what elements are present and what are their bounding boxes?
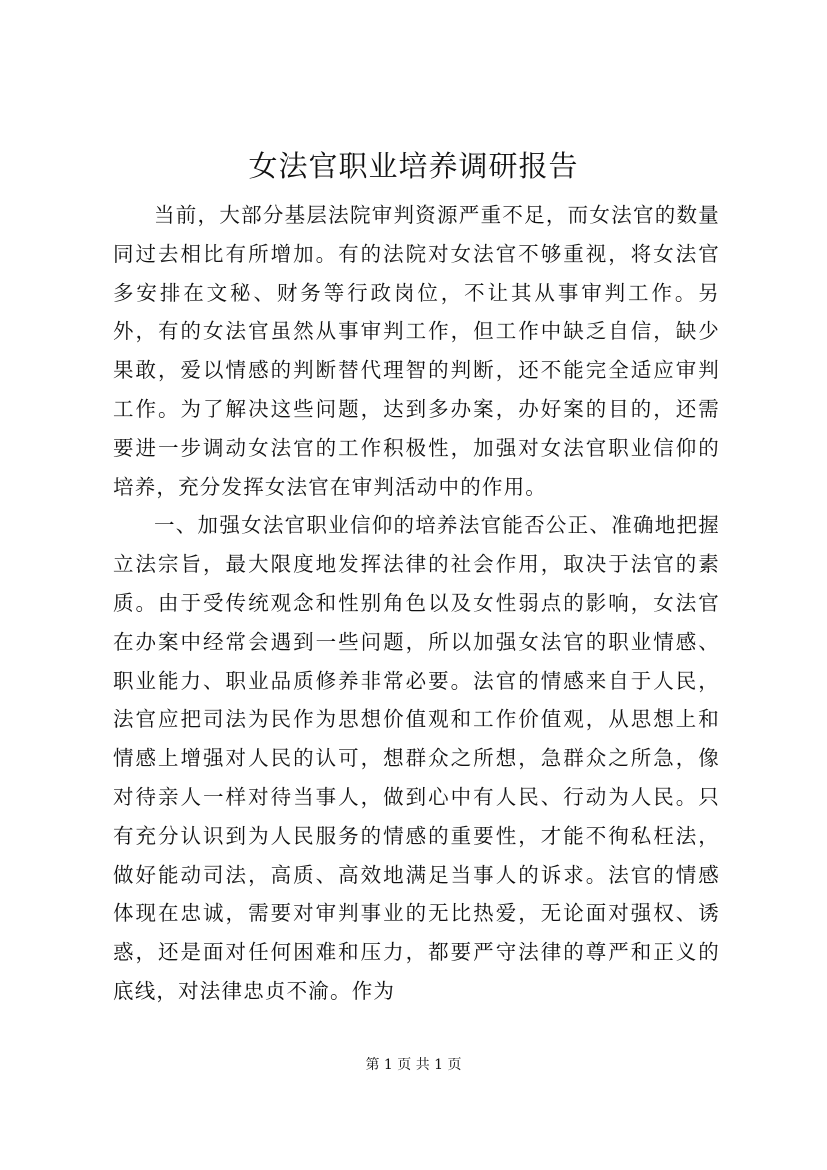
paragraph-intro: 当前，大部分基层法院审判资源严重不足，而女法官的数量同过去相比有所增加。有的法院对女法官不够重视，将女法官多安排在文秘、财务等行政岗位，不让其从事审判工作。另外，有的女法官虽然从事审判工作，但工作中缺乏自信，缺少果敢，爱以情感的判断替代理智的判断，还不能完全适应审判工作。为了解决这些问题，达到多办案，办好案的目的，还需要进一步调动女法官的工作积极性，加强对女法官职业信仰的培养，充分发挥女法官在审判活动中的作用。 [113,203,720,499]
document-title: 女法官职业培养调研报告 [248,149,579,183]
page-number-footer: 第 1 页 共 1 页 [365,1057,462,1073]
document-body [113,196,720,1011]
paragraph-section-one: 一、加强女法官职业信仰的培养法官能否公正、准确地把握立法宗旨，最大限度地发挥法律的社会作用，取决于法官的素质。由于受传统观念和性别角色以及女性弱点的影响，女法官在办案中经常会遇到一些问题，所以加强女法官的职业情感、职业能力、职业品质修养非常必要。法官的情感来自于人民，法官应把司法为民作为思想价值观和工作价值观，从思想上和情感上增强对人民的认可，想群众之所想，急群众之所急，像对待亲人一样对待当事人，做到心中有人民、行动为人民。只有充分认识到为人民服务的情感的重要性，才能不徇私枉法，做好能动司法，高质、高效地满足当事人的诉求。法官的情感体现在忠诚，需要对审判事业的无比热爱，无论面对强权、诱惑，还是面对任何困难和压力，都要严守法律的尊严和正义的底线，对法律忠贞不渝。作为 [113,513,720,1003]
